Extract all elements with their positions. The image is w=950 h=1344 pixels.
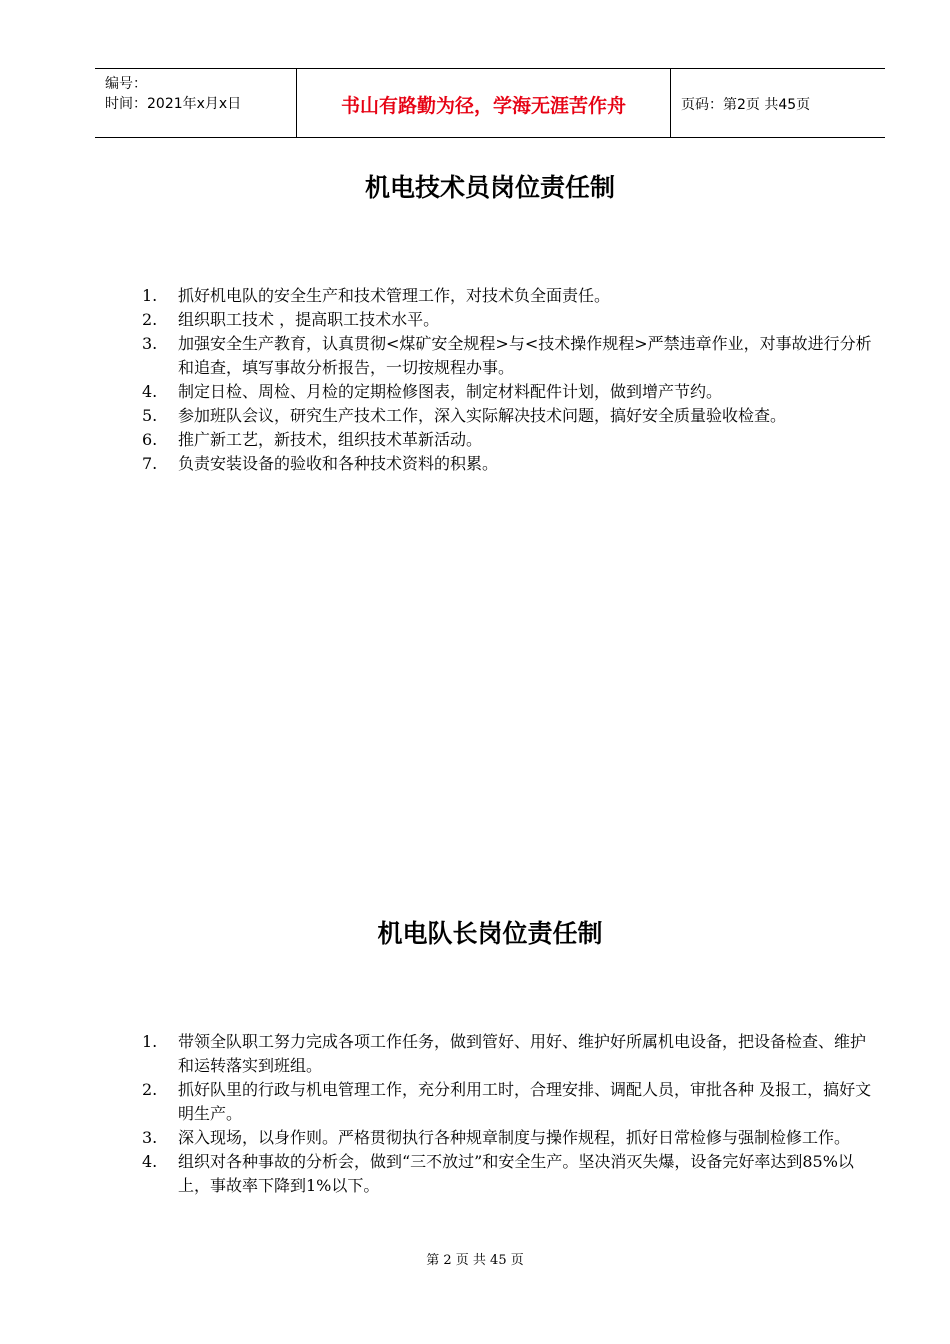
item-number: 1. <box>142 286 158 305</box>
list-item <box>142 428 872 452</box>
list-item <box>142 1078 872 1126</box>
section1-title: 机电技术员岗位责任制 <box>364 173 615 202</box>
header-motto-cell <box>297 69 671 137</box>
section2-title: 机电队长岗位责任制 <box>377 919 603 948</box>
header-page-cell <box>671 69 885 137</box>
item-number: 4. <box>142 1152 158 1171</box>
list-item <box>142 1126 872 1150</box>
header-motto: 书山有路勤为径，学海无涯苦作舟 <box>340 95 626 117</box>
item-text: 带领全队职工努力完成各项工作任务，做到管好、用好、维护好所属机电设备，把设备检查、维护和运转落实到班组。 <box>178 1032 867 1075</box>
item-text: 参加班队会议，研究生产技术工作，深入实际解决技术问题，搞好安全质量验收检查。 <box>178 406 787 425</box>
item-number: 5. <box>142 406 158 425</box>
list-item <box>142 308 872 332</box>
header-info-cell <box>95 69 297 137</box>
item-text: 抓好队里的行政与机电管理工作，充分利用工时，合理安排、调配人员，审批各种 及报工，搞好文明生产。 <box>178 1080 872 1123</box>
item-number: 4. <box>142 382 158 401</box>
item-number: 2. <box>142 310 158 329</box>
item-text: 负责安装设备的验收和各种技术资料的积累。 <box>178 454 499 473</box>
document-header <box>95 68 885 138</box>
item-text: 深入现场，以身作则。严格贯彻执行各种规章制度与操作规程，抓好日常检修与强制检修工作。 <box>178 1128 851 1147</box>
header-page-info: 页码：第2页 共45页 <box>681 97 811 113</box>
item-number: 2. <box>142 1080 158 1099</box>
item-text: 制定日检、周检、月检的定期检修图表，制定材料配件计划，做到增产节约。 <box>178 382 723 401</box>
item-text: 抓好机电队的安全生产和技术管理工作，对技术负全面责任。 <box>178 286 611 305</box>
section1-list <box>142 284 872 476</box>
list-item <box>142 1030 872 1078</box>
item-text: 推广新工艺，新技术，组织技术革新活动。 <box>178 430 483 449</box>
list-item <box>142 1150 872 1198</box>
item-number: 3. <box>142 1128 158 1147</box>
item-text: 组织对各种事故的分析会，做到“三不放过”和安全生产。坚决消灭失爆，设备完好率达到85%以上，事故率下降到1%以下。 <box>178 1152 854 1195</box>
serial-label: 编号： <box>105 76 147 92</box>
list-item <box>142 284 872 308</box>
time-label: 时间：2021年x月x日 <box>105 96 242 112</box>
list-item <box>142 380 872 404</box>
item-number: 3. <box>142 334 158 353</box>
list-item <box>142 404 872 428</box>
item-number: 7. <box>142 454 158 473</box>
item-text: 加强安全生产教育，认真贯彻<煤矿安全规程>与<技术操作规程>严禁违章作业，对事故进行分析和追查，填写事故分析报告，一切按规程办事。 <box>178 334 872 377</box>
section2-list <box>142 1030 872 1198</box>
item-number: 1. <box>142 1032 158 1051</box>
list-item <box>142 452 872 476</box>
item-number: 6. <box>142 430 158 449</box>
page-footer: 第 2 页 共 45 页 <box>426 1253 524 1268</box>
item-text: 组织职工技术 ，提高职工技术水平。 <box>178 310 440 329</box>
list-item <box>142 332 872 380</box>
